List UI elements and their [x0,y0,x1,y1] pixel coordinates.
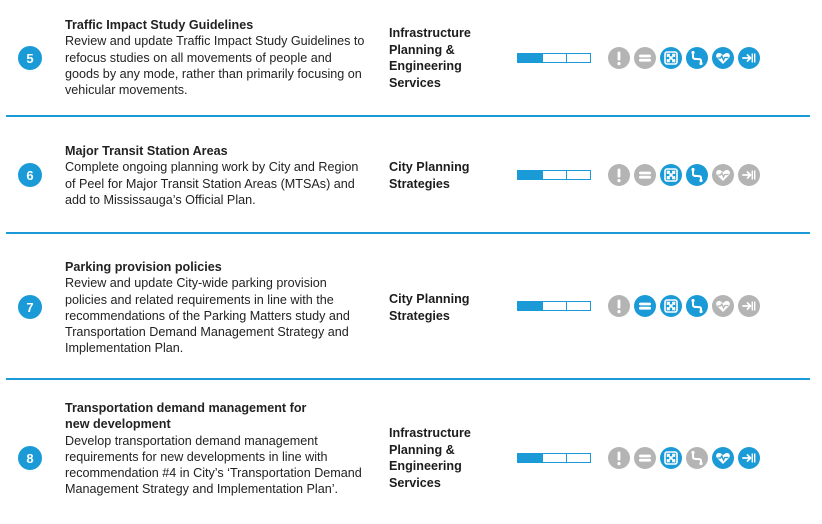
progress-fill [518,171,543,179]
progress-segment-divider [566,171,567,179]
row-owner: Infrastructure Planning & Engineering Services [389,426,471,490]
arrows-out-icon [660,447,682,469]
progress-segment-divider [542,454,543,462]
row-text [65,143,365,208]
arrow-lines-icon [738,47,760,69]
action-row-7 [0,234,822,379]
progress-segment-divider [566,302,567,310]
heart-pulse-icon [712,164,734,186]
equals-icon [634,164,656,186]
arrows-out-icon [660,47,682,69]
icon-group [608,295,760,317]
row-owner: City Planning Strategies [389,292,470,323]
row-description: Review and update City-wide parking provision policies and related requirements in line with the recommendations of the Parking Matters study and Transportation Demand Management Strategy and Implementation Plan. [65,276,350,356]
path-icon [686,47,708,69]
equals-icon [634,47,656,69]
row-number-badge: 8 [18,446,42,470]
row-description: Complete ongoing planning work by City and Region of Peel for Major Transit Station Areas (MTSAs) and add to Mississauga’s Official Plan. [65,160,359,207]
exclamation-icon [608,295,630,317]
row-text [65,17,365,98]
progress-bar [517,53,591,63]
row-title: Transportation demand management for new development [65,401,307,432]
exclamation-icon [608,447,630,469]
arrow-lines-icon [738,164,760,186]
exclamation-icon [608,164,630,186]
action-row-5 [0,0,822,116]
progress-bar [517,301,591,311]
row-owner: City Planning Strategies [389,160,470,191]
progress-bar [517,453,591,463]
row-number-badge: 5 [18,46,42,70]
exclamation-icon [608,47,630,69]
progress-fill [518,54,543,62]
arrow-lines-icon [738,295,760,317]
arrow-lines-icon [738,447,760,469]
row-description: Develop transportation demand management requirements for new developments in line with recommendation #4 in City’s ‘Transportation Demand Management Strategy and Implementation Plan’. [65,433,362,497]
equals-icon [634,447,656,469]
heart-pulse-icon [712,295,734,317]
path-icon [686,295,708,317]
heart-pulse-icon [712,447,734,469]
icon-group [608,447,760,469]
row-title: Major Transit Station Areas [65,144,228,158]
arrows-out-icon [660,295,682,317]
progress-fill [518,454,543,462]
row-description: Review and update Traffic Impact Study Guidelines to refocus studies on all movements of people and goods by any mode, rather than primarily focusing on vehicular movements. [65,34,365,98]
row-title: Traffic Impact Study Guidelines [65,18,254,32]
equals-icon [634,295,656,317]
row-text [65,259,365,357]
action-row-6 [0,117,822,233]
row-number-badge: 6 [18,163,42,187]
row-title: Parking provision policies [65,260,222,274]
progress-fill [518,302,543,310]
row-owner: Infrastructure Planning & Engineering Services [389,26,471,90]
progress-segment-divider [566,454,567,462]
arrows-out-icon [660,164,682,186]
progress-segment-divider [542,302,543,310]
progress-bar [517,170,591,180]
progress-segment-divider [566,54,567,62]
icon-group [608,47,760,69]
path-icon [686,447,708,469]
row-text [65,400,365,498]
action-row-8 [0,380,822,524]
path-icon [686,164,708,186]
progress-segment-divider [542,54,543,62]
heart-pulse-icon [712,47,734,69]
icon-group [608,164,760,186]
progress-segment-divider [542,171,543,179]
row-number-badge: 7 [18,295,42,319]
